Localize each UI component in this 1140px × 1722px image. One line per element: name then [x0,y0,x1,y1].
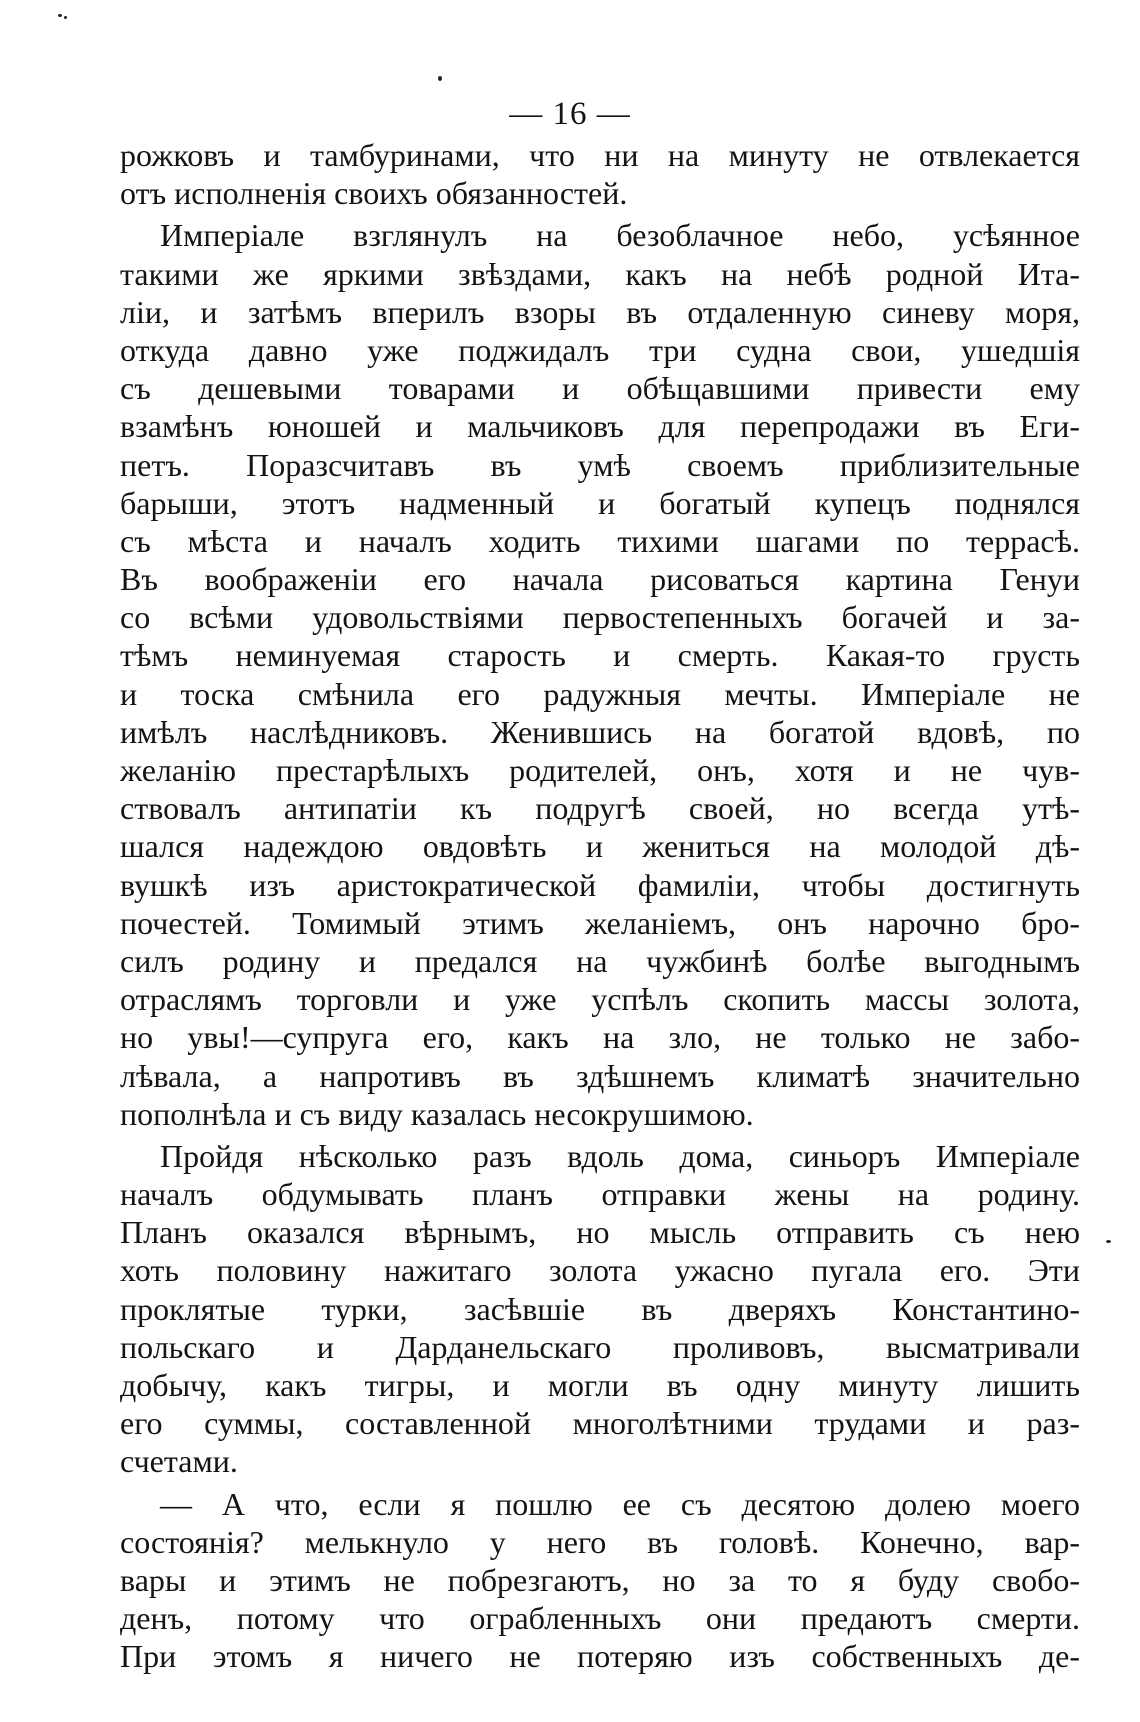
text-line: пополнѣла и съ виду казалась несокрушимою. [120,1095,754,1132]
page-number: — 16 — [509,96,631,132]
text-line: тѣмъ неминуемая старость и смерть. Какая-то грусть [120,637,1080,674]
text-line: состоянія? мелькнуло у него въ головѣ. Конечно, вар- [120,1523,1080,1560]
text-line: проклятые турки, засѣвшіе въ дверяхъ Константино- [120,1290,1080,1327]
text-line: ліи, и затѣмъ вперилъ взоры въ отдаленную синеву моря, [120,293,1080,330]
text-line: желанію престарѣлыхъ родителей, онъ, хотя и не чув- [120,752,1080,788]
text-line: хоть половину нажитаго золота ужасно пугала его. Эти [120,1252,1080,1289]
text-line: счетами. [120,1443,238,1480]
text-line: ствовалъ антипатіи къ подругѣ своей, но всегда утѣ- [120,790,1080,827]
text-line: имѣлъ наслѣдниковъ. Женившись на богатой вдовѣ, по [120,713,1080,750]
text-line: со всѣми удовольствіями первостепенныхъ богачей и за- [120,599,1080,636]
text-line: Въ воображеніи его начала рисоваться картина Генуи [120,561,1080,598]
text-line: началъ обдумывать планъ отправки жены на родину. [120,1176,1080,1213]
text-line: и тоска смѣнила его радужныя мечты. Имперіале не [120,675,1080,712]
text-line: отраслямъ торговли и уже успѣлъ скопить массы золота, [120,981,1080,1018]
text-line: денъ, потому что ограбленныхъ они предаютъ смерти. [120,1600,1080,1637]
text-line: польскаго и Дарданельскаго проливовъ, высматривали [120,1328,1080,1365]
text-line: — А что, если я пошлю ее съ десятою долею моего [160,1485,1080,1522]
text-line: вушкѣ изъ аристократической фамиліи, чтобы достигнуть [120,866,1080,903]
text-line: взамѣнъ юношей и мальчиковъ для перепродажи въ Еги- [120,408,1080,445]
text-line: лѣвала, а напротивъ въ здѣшнемъ климатѣ значительно [120,1057,1080,1094]
text-line: вары и этимъ не побрезгаютъ, но за то я буду свобо- [120,1561,1080,1598]
text-line: такими же яркими звѣздами, какъ на небѣ родной Ита- [120,255,1080,292]
text-line: съ мѣста и началъ ходить тихими шагами по террасѣ. [120,522,1080,559]
scan-speck [64,16,67,19]
text-line: барыши, этотъ надменный и богатый купецъ поднялся [120,484,1080,521]
scan-speck [438,76,442,81]
text-line: добычу, какъ тигры, и могли въ одну минуту лишить [120,1367,1080,1403]
text-line: шался надеждою овдовѣть и жениться на молодой дѣ- [120,828,1080,865]
text-line: но увы!—супруга его, какъ на зло, не только не забо- [120,1019,1080,1056]
text-line: Имперіале взглянулъ на безоблачное небо, усѣянное [160,217,1080,254]
text-line: почестей. Томимый этимъ желаніемъ, онъ нарочно бро- [120,904,1080,941]
text-line: откуда давно уже поджидалъ три судна свои, ушедшія [120,331,1080,368]
text-line: его суммы, составленной многолѣтними трудами и раз- [120,1405,1080,1442]
scan-speck [58,14,62,17]
text-line: При этомъ я ничего не потеряю изъ собственныхъ де- [120,1638,1080,1675]
text-line: съ дешевыми товарами и обѣщавшими привести ему [120,370,1080,407]
text-line: силъ родину и предался на чужбинѣ болѣе выгоднымъ [120,942,1080,979]
body-text [120,136,1080,1676]
text-line: отъ исполненія своихъ обязанностей. [120,175,628,212]
text-line: рожковъ и тамбуринами, что ни на минуту не отвлекается [120,137,1080,173]
text-line: петъ. Поразсчитавъ въ умѣ своемъ приблизительные [120,446,1080,483]
text-line: Пройдя нѣсколько разъ вдоль дома, синьоръ Имперіале [160,1137,1080,1174]
text-line: Планъ оказался вѣрнымъ, но мысль отправить съ нею [120,1214,1080,1251]
scan-speck [1106,1240,1111,1243]
